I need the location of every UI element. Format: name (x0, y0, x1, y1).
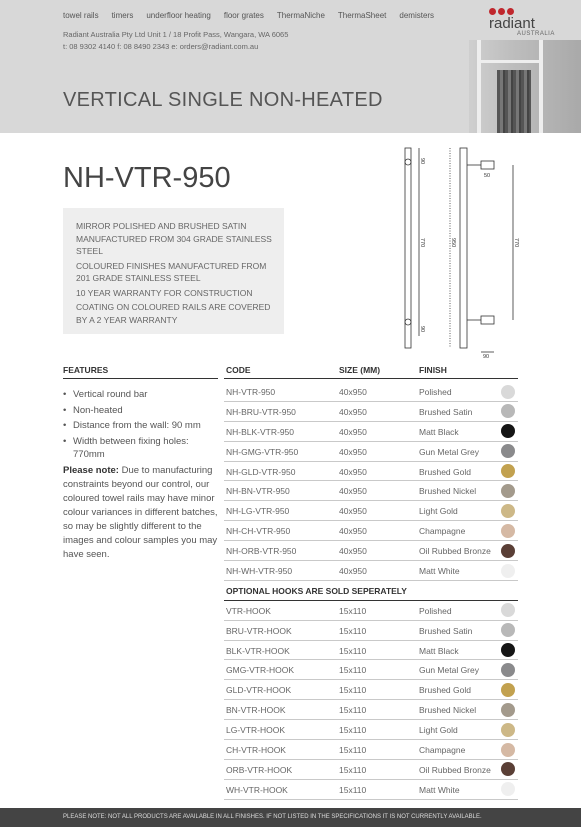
nav-item[interactable]: demisters (399, 11, 435, 20)
footer-bar (0, 808, 581, 827)
dimension-diagram (395, 140, 535, 358)
hooks-row (224, 720, 518, 740)
table-rule (224, 378, 518, 379)
finish-swatch-icon (501, 703, 515, 717)
hooks-heading-row (224, 581, 518, 601)
dim-label-front-top: 90 (419, 158, 425, 165)
features-rule (63, 378, 218, 379)
hooks-row (224, 621, 518, 641)
products-size: 40x950 (339, 466, 367, 477)
products-size: 40x950 (339, 566, 367, 577)
products-finish: Light Gold (419, 506, 458, 517)
finish-swatch-icon (501, 683, 515, 697)
feature-item: • Distance from the wall: 90 mm (63, 419, 218, 432)
code-column-heading: CODE (226, 365, 251, 375)
dim-label-side-height: 950 (450, 238, 456, 248)
finish-swatch-icon (501, 424, 515, 438)
side-top-standoff (481, 161, 494, 169)
hooks-code: BLK-VTR-HOOK (226, 645, 290, 656)
hooks-row (224, 700, 518, 720)
radiant-logo (489, 8, 569, 37)
front-bottom-bracket (405, 319, 411, 325)
hooks-code: CH-VTR-HOOK (226, 745, 286, 756)
products-code: NH-BLK-VTR-950 (226, 426, 295, 437)
products-size: 40x950 (339, 506, 367, 517)
product-code: NH-VTR-950 (63, 162, 231, 194)
finish-swatch-icon (501, 782, 515, 796)
product-photo (469, 40, 581, 133)
dim-label-side-center: 770 (513, 238, 519, 248)
hooks-heading: OPTIONAL HOOKS ARE SOLD SEPERATELY (226, 585, 407, 596)
products-finish: Matt White (419, 566, 460, 577)
dim-label-front-center: 770 (419, 238, 425, 248)
footer-note: PLEASE NOTE: NOT ALL PRODUCTS ARE AVAILABLE IN ALL FINISHES. IF NOT LISTED IN THE SPECIFICATIONS IT IS NOT CURRENTLY AVAILABLE. (63, 814, 482, 820)
finish-swatch-icon (501, 603, 515, 617)
products-row (224, 561, 518, 581)
hooks-finish: Gun Metal Grey (419, 665, 479, 676)
page-title: VERTICAL SINGLE NON-HEATED (63, 89, 383, 111)
description-line: 10 YEAR WARRANTY FOR CONSTRUCTION (76, 287, 253, 298)
hooks-finish: Matt Black (419, 645, 459, 656)
hooks-code: GLD-VTR-HOOK (226, 685, 292, 696)
hooks-finish: Brushed Gold (419, 685, 471, 696)
products-code: NH-ORB-VTR-950 (226, 546, 297, 557)
products-finish: Polished (419, 387, 452, 397)
company-address: Radiant Australia Pty Ltd Unit 1 / 18 Profit Pass, Wangara, WA 6065 (63, 30, 289, 39)
finish-swatch-icon (501, 564, 515, 578)
products-row (224, 442, 518, 462)
nav-item[interactable]: underfloor heating (146, 11, 211, 20)
dim-label-side-bottom: 90 (483, 354, 490, 358)
hooks-row (224, 660, 518, 680)
size-column-heading: SIZE (MM) (339, 365, 381, 375)
feature-item: • Vertical round bar (63, 388, 218, 401)
products-size: 40x950 (339, 426, 367, 437)
products-size: 40x950 (339, 387, 367, 397)
finish-swatch-icon (501, 743, 515, 757)
products-finish: Matt Black (419, 426, 459, 437)
hooks-size: 15x110 (339, 764, 367, 775)
features-heading: FEATURES (63, 365, 109, 375)
hooks-row (224, 680, 518, 700)
hooks-finish: Champagne (419, 745, 466, 756)
hooks-code: LG-VTR-HOOK (226, 725, 286, 736)
features-section (63, 388, 218, 562)
products-code: NH-BN-VTR-950 (226, 486, 290, 497)
feature-item: • Non-heated (63, 404, 218, 417)
products-finish: Brushed Nickel (419, 486, 477, 497)
hooks-row (224, 641, 518, 661)
hooks-size: 15x110 (339, 645, 367, 656)
finish-swatch-icon (501, 663, 515, 677)
hooks-row (224, 760, 518, 780)
products-code: NH-VTR-950 (226, 387, 276, 397)
products-finish: Gun Metal Grey (419, 446, 479, 457)
logo-word: radiant (489, 15, 535, 32)
products-row (224, 481, 518, 501)
products-row (224, 402, 518, 422)
products-row (224, 541, 518, 561)
hooks-code: WH-VTR-HOOK (226, 784, 288, 795)
hooks-row (224, 740, 518, 760)
products-code: NH-BRU-VTR-950 (226, 406, 296, 417)
hooks-finish: Matt White (419, 784, 460, 795)
hooks-size: 15x110 (339, 784, 367, 795)
hooks-row (224, 780, 518, 800)
hooks-code: VTR-HOOK (226, 605, 271, 616)
please-note (63, 464, 218, 562)
front-top-bracket (405, 159, 411, 165)
logo-dots-icon (489, 8, 569, 15)
company-contact: t: 08 9302 4140 f: 08 8490 2343 e: orders@radiant.com.au (63, 42, 259, 51)
finish-column-heading: FINISH (419, 365, 447, 375)
products-size: 40x950 (339, 526, 367, 537)
hooks-size: 15x110 (339, 625, 367, 636)
logo-sub: AUSTRALIA (517, 31, 555, 37)
finish-swatch-icon (501, 504, 515, 518)
products-row (224, 521, 518, 541)
feature-item: • Width between fixing holes: 770mm (63, 435, 218, 461)
finish-swatch-icon (501, 484, 515, 498)
note-text: Due to manufacturing constraints beyond our control, our coloured towel rails may have minor colour variances in different batches, so may be slightly different to the images and colour samples you may have seen. (63, 464, 218, 560)
hooks-size: 15x110 (339, 605, 367, 616)
products-size: 40x950 (339, 406, 367, 417)
company-details (63, 29, 288, 53)
products-code: NH-LG-VTR-950 (226, 506, 290, 517)
hooks-finish: Polished (419, 605, 452, 616)
finish-swatch-icon (501, 444, 515, 458)
nav-item[interactable]: ThermaSheet (337, 11, 387, 20)
header-banner (0, 0, 581, 133)
products-finish: Champagne (419, 526, 466, 537)
finish-swatch-icon (501, 385, 515, 399)
front-bar (405, 148, 411, 348)
finish-swatch-icon (501, 544, 515, 558)
products-finish: Brushed Gold (419, 466, 471, 477)
hooks-finish: Light Gold (419, 725, 458, 736)
description-box (63, 208, 284, 334)
hooks-code: ORB-VTR-HOOK (226, 764, 293, 775)
hooks-finish: Brushed Nickel (419, 705, 477, 716)
hooks-size: 15x110 (339, 685, 367, 696)
hooks-size: 15x110 (339, 725, 367, 736)
hooks-finish: Oil Rubbed Bronze (419, 764, 491, 775)
products-size: 40x950 (339, 546, 367, 557)
hooks-code: BN-VTR-HOOK (226, 705, 286, 716)
hooks-code: BRU-VTR-HOOK (226, 625, 292, 636)
products-row (224, 501, 518, 521)
finish-swatch-icon (501, 524, 515, 538)
description-line: COLOURED FINISHES MANUFACTURED FROM 201 GRADE STAINLESS STEEL (76, 260, 267, 283)
features-list (63, 388, 218, 461)
hooks-size: 15x110 (339, 745, 367, 756)
finish-swatch-icon (501, 643, 515, 657)
nav-item[interactable]: towel rails (63, 11, 99, 20)
products-code: NH-GMG-VTR-950 (226, 446, 299, 457)
products-row (224, 382, 518, 402)
hooks-finish: Brushed Satin (419, 625, 473, 636)
products-finish: Brushed Satin (419, 406, 473, 417)
hooks-row (224, 601, 518, 621)
finish-swatch-icon (501, 404, 515, 418)
products-code: NH-GLD-VTR-950 (226, 466, 296, 477)
dim-label-front-bottom: 90 (419, 326, 425, 333)
products-size: 40x950 (339, 486, 367, 497)
products-code: NH-CH-VTR-950 (226, 526, 291, 537)
dim-label-side-top: 50 (484, 173, 491, 179)
finish-swatch-icon (501, 623, 515, 637)
products-row (224, 462, 518, 482)
side-bar (460, 148, 467, 348)
side-bottom-standoff (481, 316, 494, 324)
top-nav (63, 11, 434, 20)
hooks-size: 15x110 (339, 665, 367, 676)
nav-item[interactable]: timers (111, 11, 134, 20)
products-row (224, 422, 518, 442)
description-line: MIRROR POLISHED AND BRUSHED SATIN MANUFACTURED FROM 304 GRADE STAINLESS STEEL (76, 221, 272, 256)
hooks-size: 15x110 (339, 705, 367, 716)
finish-swatch-icon (501, 762, 515, 776)
nav-item[interactable]: floor grates (223, 11, 264, 20)
description-line: COATING ON COLOURED RAILS ARE COVERED BY A 2 YEAR WARRANTY (76, 302, 271, 325)
products-code: NH-WH-VTR-950 (226, 566, 293, 577)
note-label: Please note: (63, 464, 119, 476)
hooks-code: GMG-VTR-HOOK (226, 665, 294, 676)
products-size: 40x950 (339, 446, 367, 457)
finish-swatch-icon (501, 464, 515, 478)
finish-swatch-icon (501, 723, 515, 737)
spec-table (224, 382, 518, 800)
nav-item[interactable]: ThermaNiche (276, 11, 325, 20)
products-finish: Oil Rubbed Bronze (419, 546, 491, 557)
